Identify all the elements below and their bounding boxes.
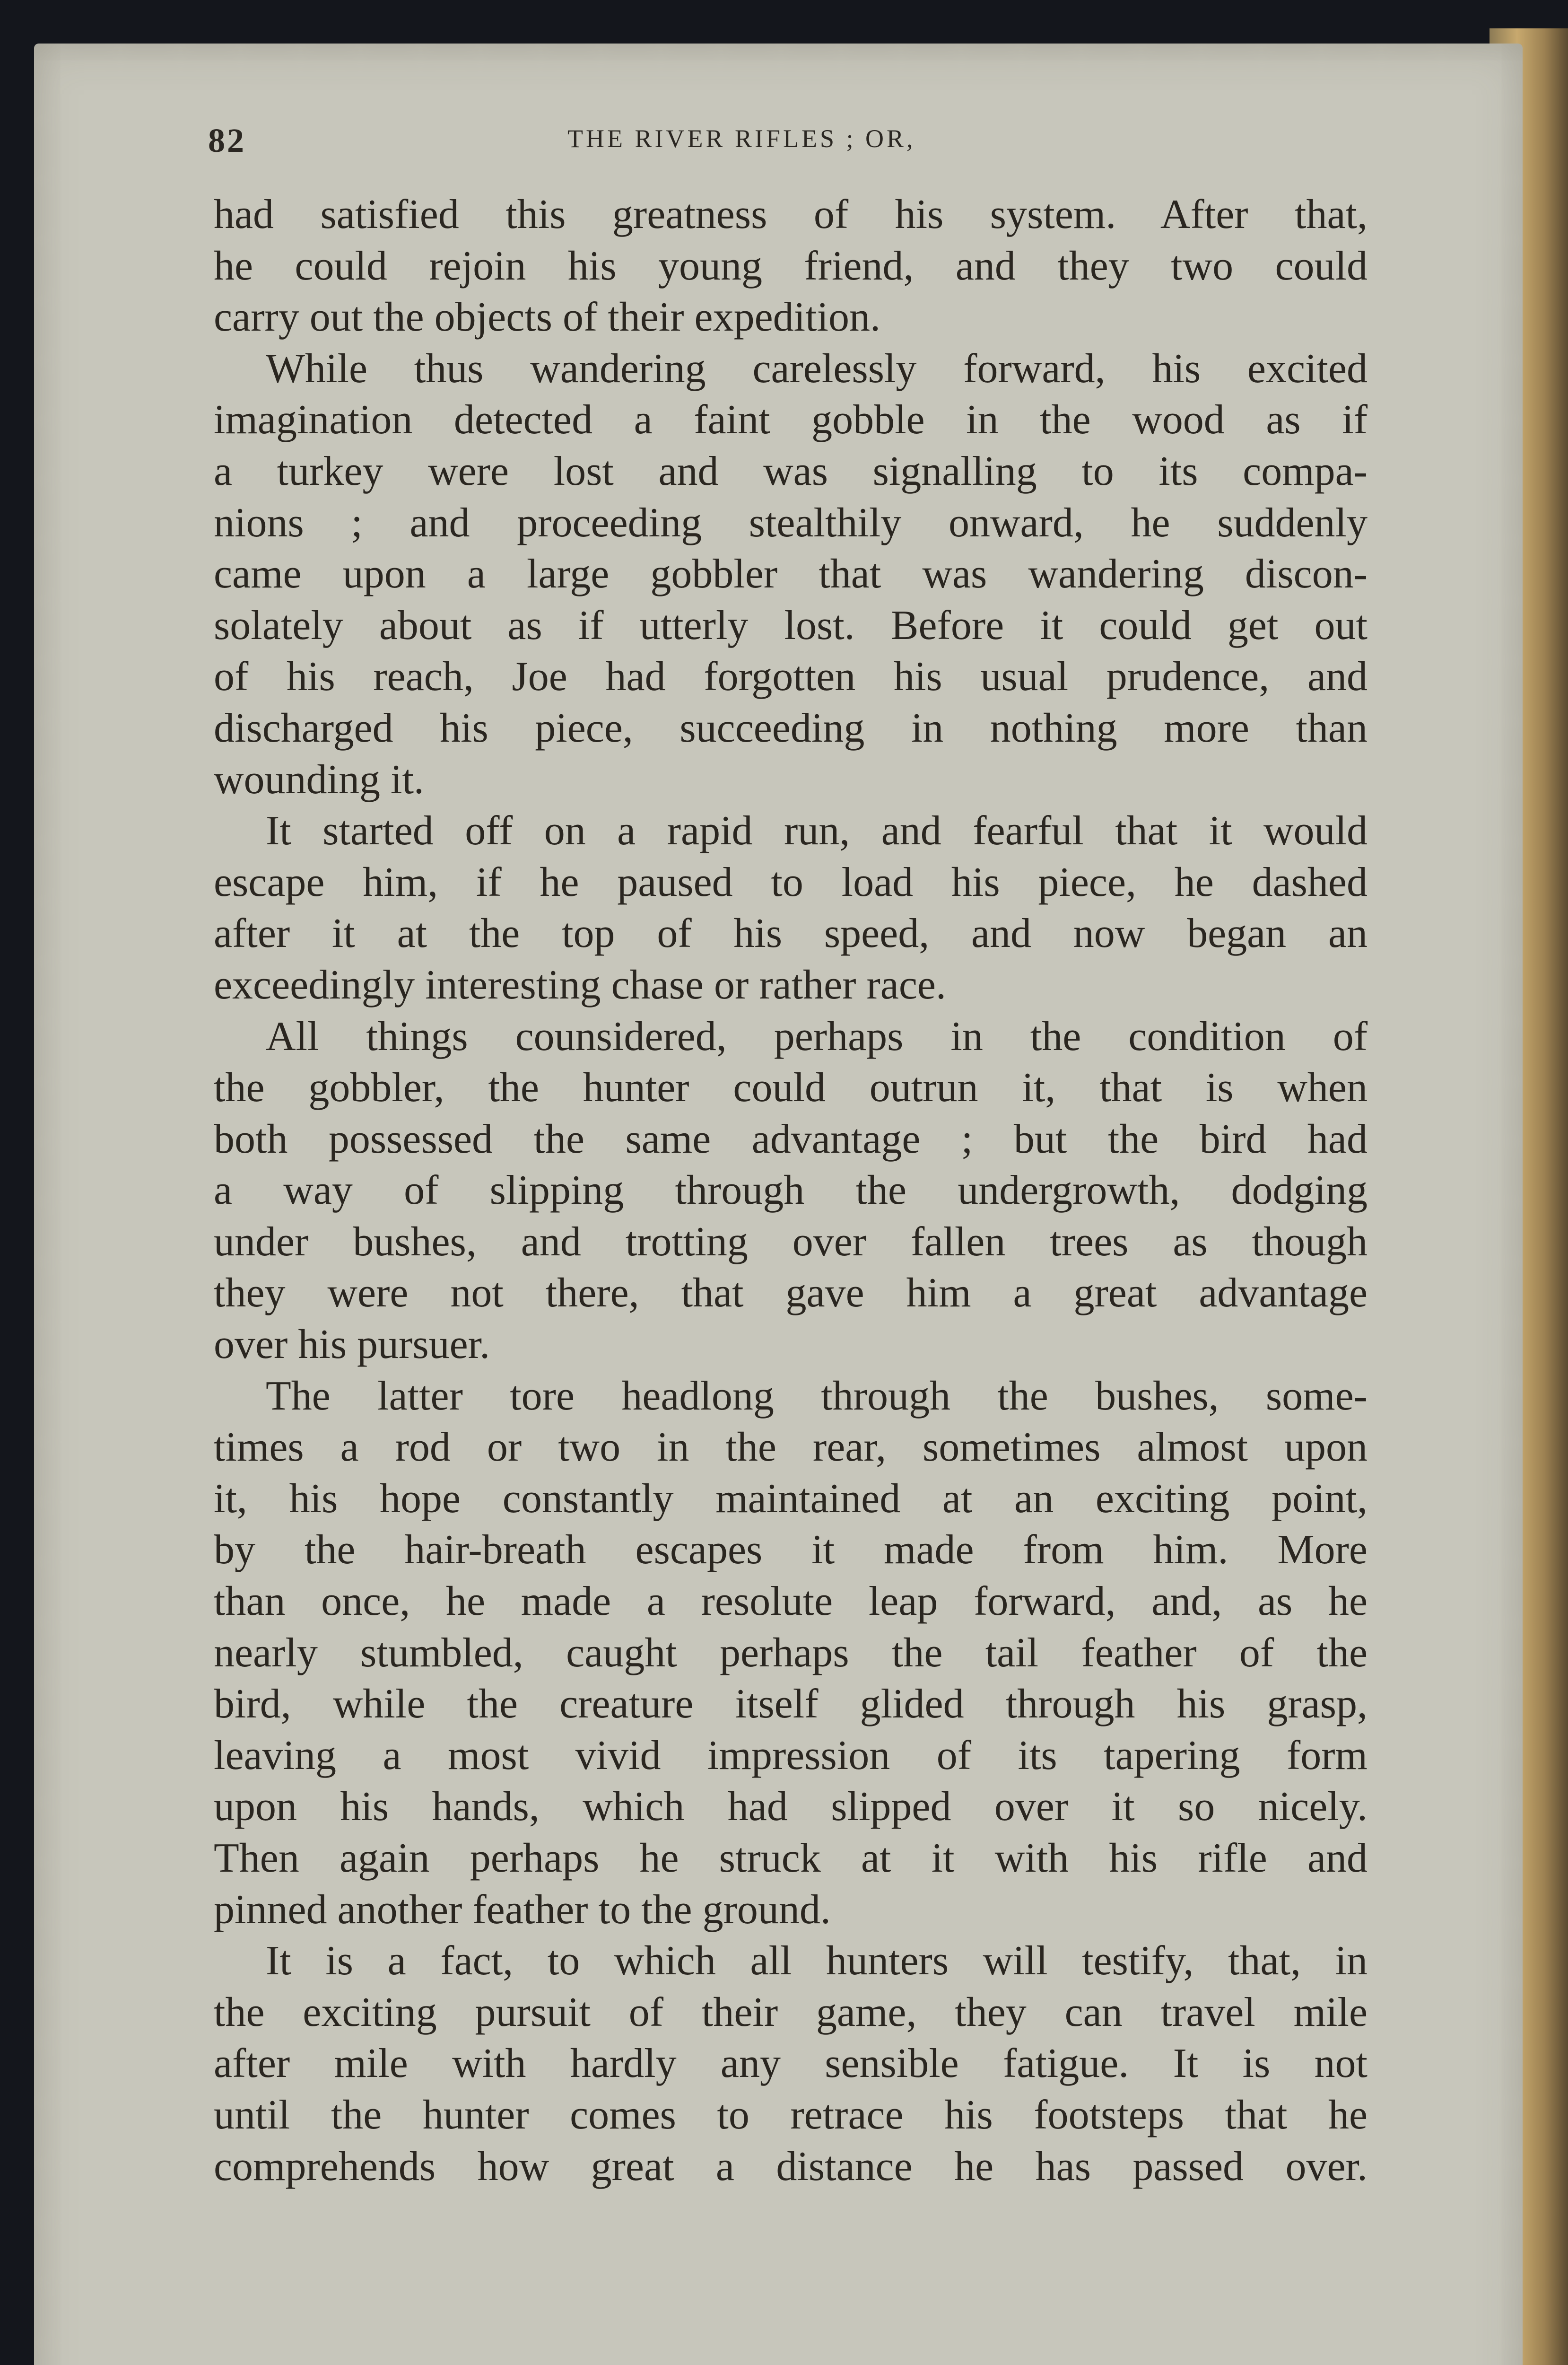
- text-line: upon his hands, which had slipped over it so nicely.: [214, 1784, 1368, 1830]
- text-line: exceedingly interesting chase or rather race.: [214, 962, 946, 1008]
- text-line: pinned another feather to the ground.: [214, 1886, 831, 1933]
- text-line: The latter tore headlong through the bushes, some-: [266, 1373, 1368, 1419]
- text-line: bird, while the creature itself glided through his grasp,: [214, 1681, 1368, 1727]
- text-line: of his reach, Joe had forgotten his usual prudence, and: [214, 654, 1368, 700]
- text-line: the exciting pursuit of their game, they can travel mile: [214, 1989, 1368, 2035]
- page-number: 82: [208, 122, 246, 159]
- text-line: nions ; and proceeding stealthily onward, he suddenly: [214, 499, 1368, 546]
- text-line: wounding it.: [214, 756, 424, 803]
- text-line: under bushes, and trotting over fallen trees as though: [214, 1218, 1368, 1265]
- text-line: until the hunter comes to retrace his footsteps that he: [214, 2092, 1368, 2138]
- text-line: times a rod or two in the rear, sometimes almost upon: [214, 1424, 1368, 1471]
- text-line: than once, he made a resolute leap forward, and, as he: [214, 1578, 1368, 1625]
- text-line: discharged his piece, succeeding in nothing more than: [214, 705, 1368, 751]
- text-line: both possessed the same advantage ; but the bird had: [214, 1116, 1368, 1162]
- text-line: imagination detected a faint gobble in the wood as if: [214, 397, 1368, 443]
- text-line: it, his hope constantly maintained at an exciting point,: [214, 1475, 1368, 1522]
- running-head: [208, 117, 1367, 169]
- text-line: It is a fact, to which all hunters will testify, that, in: [266, 1938, 1368, 1984]
- text-line: after mile with hardly any sensible fatigue. It is not: [214, 2041, 1368, 2087]
- text-line: While thus wandering carelessly forward, his excited: [266, 345, 1368, 392]
- text-line: had satisfied this greatness of his system. After that,: [214, 192, 1368, 237]
- text-line: It started off on a rapid run, and fearful that it would: [266, 808, 1368, 854]
- text-line: over his pursuer.: [214, 1322, 490, 1368]
- running-title: THE RIVER RIFLES ; OR,: [567, 124, 916, 153]
- text-line: a turkey were lost and was signalling to its compa-: [214, 448, 1368, 494]
- text-line: leaving a most vivid impression of its tapering form: [214, 1732, 1368, 1778]
- text-line: escape him, if he paused to load his piece, he dashed: [214, 859, 1368, 905]
- text-line: comprehends how great a distance he has passed over.: [214, 2143, 1368, 2190]
- text-line: carry out the objects of their expedition.: [214, 294, 880, 341]
- text-line: he could rejoin his young friend, and they two could: [214, 243, 1368, 289]
- text-line: came upon a large gobbler that was wandering discon-: [214, 551, 1368, 597]
- text-line: All things counsidered, perhaps in the condition of: [266, 1013, 1368, 1060]
- text-line: by the hair-breath escapes it made from him. More: [214, 1527, 1368, 1573]
- text-line: nearly stumbled, caught perhaps the tail feather of the: [214, 1629, 1368, 1676]
- text-line: a way of slipping through the undergrowth, dodging: [214, 1167, 1368, 1214]
- text-line: solately about as if utterly lost. Before it could get out: [214, 602, 1368, 648]
- text-line: Then again perhaps he struck at it with his rifle and: [214, 1835, 1368, 1881]
- text-line: they were not there, that gave him a great advantage: [214, 1270, 1368, 1316]
- text-line: the gobbler, the hunter could outrun it, that is when: [214, 1065, 1368, 1111]
- text-line: after it at the top of his speed, and now began an: [214, 911, 1368, 957]
- body-text: [214, 189, 1368, 2192]
